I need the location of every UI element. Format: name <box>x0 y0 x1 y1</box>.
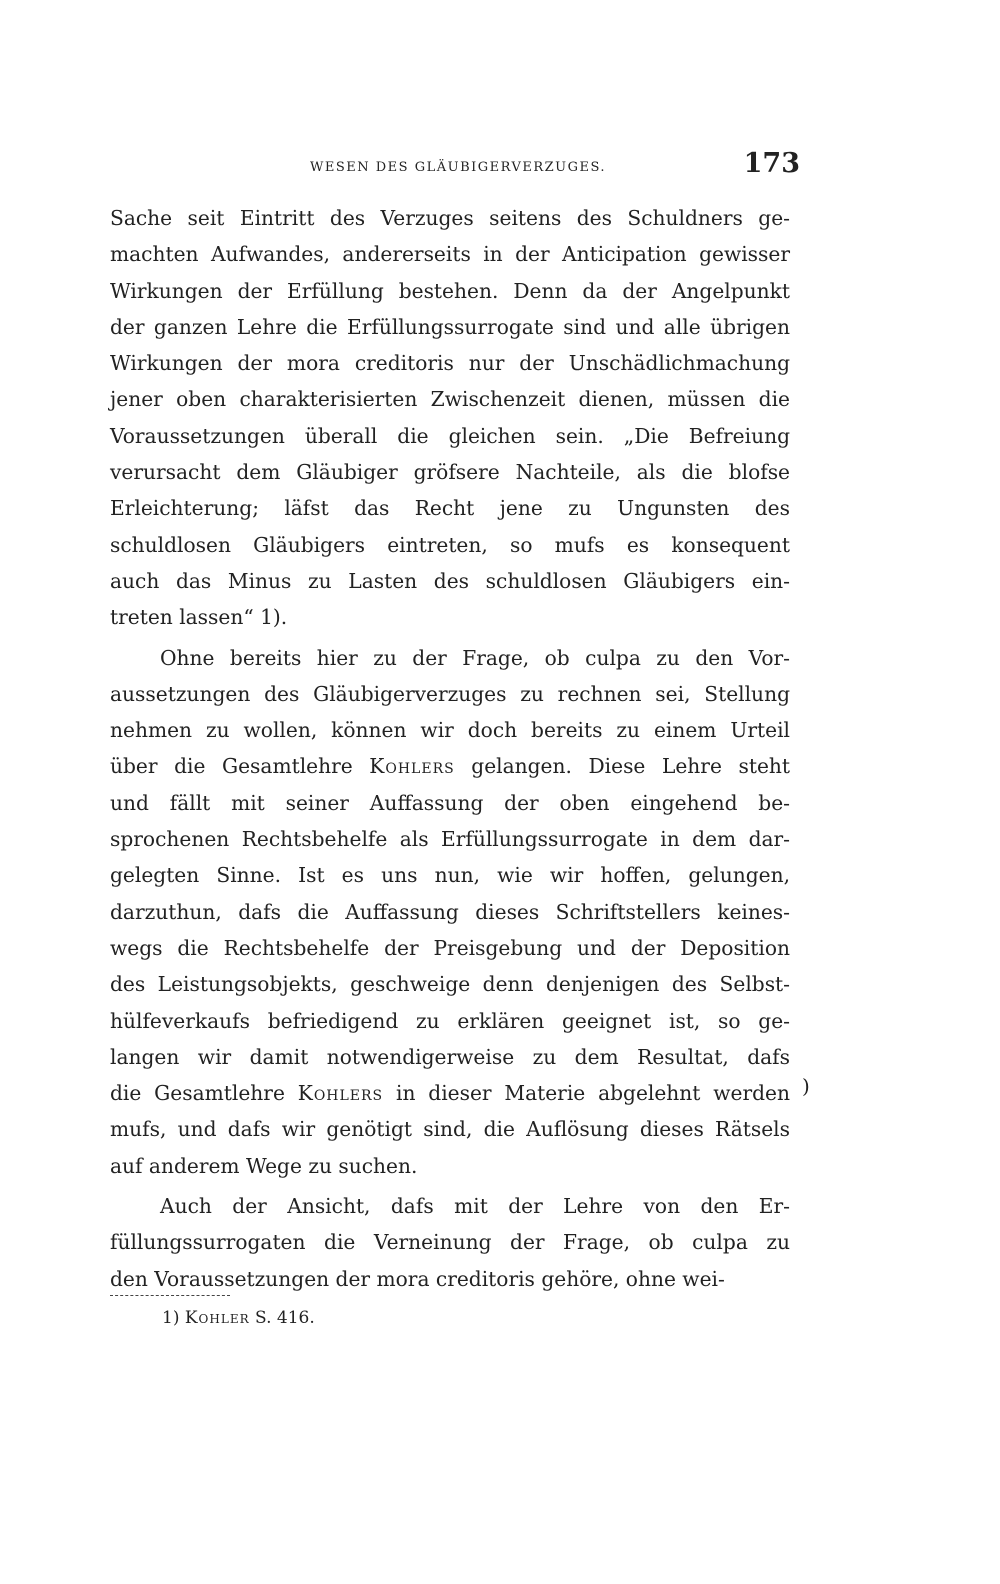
text-line: Wirkungen der mora creditoris nur der Unschädlichmachung <box>110 351 790 376</box>
body-text <box>110 200 790 1297</box>
text-line: Wirkungen der Erfüllung bestehen. Denn da der Angelpunkt <box>110 278 790 303</box>
page-number: 173 <box>743 148 800 179</box>
footnote: 1) Kohler S. 416. <box>162 1308 315 1328</box>
margin-mark: ) <box>802 1074 810 1098</box>
text-line: Auch der Ansicht, dafs mit der Lehre von den Er- <box>160 1194 790 1219</box>
text-line: wegs die Rechtsbehelfe der Preisgebung und der Deposition <box>110 935 790 960</box>
text-line: hülfeverkaufs befriedigend zu erklären geeignet ist, so ge- <box>110 1008 790 1033</box>
text-line: schuldlosen Gläubigers eintreten, so mufs es konsequent <box>110 532 790 557</box>
text-line: Sache seit Eintritt des Verzuges seitens des Schuldners ge- <box>110 206 790 230</box>
text-line: Ohne bereits hier zu der Frage, ob culpa zu den Vor- <box>160 645 790 670</box>
paragraph <box>110 1188 790 1297</box>
text-line: mufs, und dafs wir genötigt sind, die Auflösung dieses Rätsels <box>110 1117 790 1142</box>
footnote-rule <box>110 1295 230 1296</box>
text-line: auch das Minus zu Lasten des schuldlosen Gläubigers ein- <box>110 568 790 593</box>
text-line: aussetzungen des Gläubigerverzuges zu rechnen sei, Stellung <box>110 681 790 706</box>
text-line: der ganzen Lehre die Erfüllungssurrogate sind und alle übrigen <box>110 314 790 339</box>
text-line: langen wir damit notwendigerweise zu dem Resultat, dafs <box>110 1044 790 1069</box>
text-line: füllungssurrogaten die Verneinung der Frage, ob culpa zu <box>110 1230 790 1255</box>
text-line: nehmen zu wollen, können wir doch bereits zu einem Urteil <box>110 718 790 743</box>
text-line: den Voraussetzungen der mora creditoris gehöre, ohne wei- <box>110 1266 725 1291</box>
text-line: und fällt mit seiner Auffassung der oben eingehend be- <box>110 790 790 815</box>
text-line: sprochenen Rechtsbehelfe als Erfüllungssurrogate in dem dar- <box>110 827 790 852</box>
text-line: auf anderem Wege zu suchen. <box>110 1153 418 1178</box>
running-title: WESEN DES GLÄUBIGERVERZUGES. <box>310 160 607 175</box>
text-line: des Leistungsobjekts, geschweige denn denjenigen des Selbst- <box>110 972 790 997</box>
page-header <box>110 148 800 188</box>
text-line: machten Aufwandes, andererseits in der Anticipation gewisser <box>110 242 790 267</box>
text-line: Erleichterung; läfst das Recht jene zu Ungunsten des <box>110 496 790 521</box>
text-line: darzuthun, dafs die Auffassung dieses Schriftstellers keines- <box>110 899 790 924</box>
text-line: jener oben charakterisierten Zwischenzeit dienen, müssen die <box>110 387 790 412</box>
text-line: über die Gesamtlehre Kohlers gelangen. Diese Lehre steht <box>110 754 791 779</box>
text-line: verursacht dem Gläubiger gröfsere Nachteile, als die blofse <box>110 460 790 485</box>
text-line: treten lassen“ 1). <box>110 605 288 630</box>
text-line: gelegten Sinne. Ist es uns nun, wie wir hoffen, gelungen, <box>110 863 790 888</box>
paragraph <box>110 200 790 636</box>
text-line: die Gesamtlehre Kohlers in dieser Materie abgelehnt werden <box>110 1081 790 1106</box>
text-line: Voraussetzungen überall die gleichen sein. „Die Befreiung <box>110 423 790 448</box>
paragraph <box>110 640 790 1184</box>
